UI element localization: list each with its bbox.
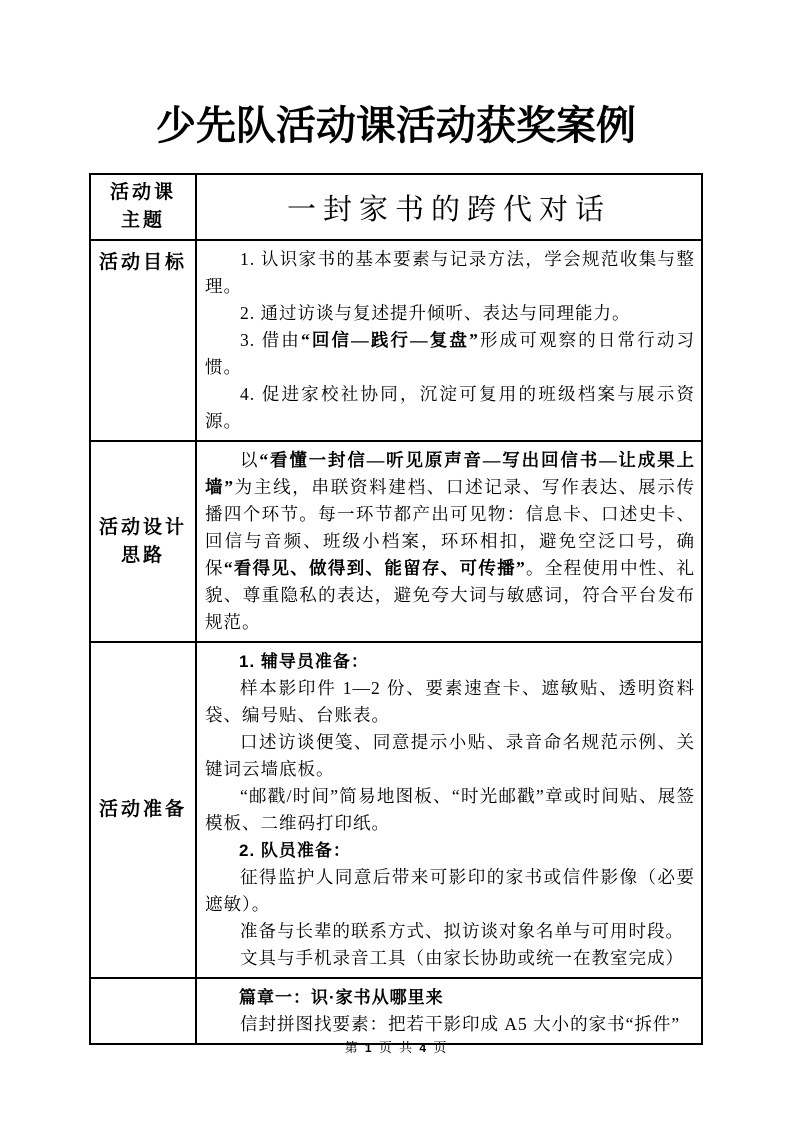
table-row-prep [90,642,702,978]
row-label-goals: 活动目标 [90,240,196,441]
page-title: 少先队活动课活动获奖案例 [156,103,636,148]
design-content [196,441,702,642]
table-row-theme [90,174,702,240]
footer-middle: 页 共 [373,1040,420,1055]
row-label-design [90,441,196,642]
goal-item-3 [205,327,695,381]
design-seg-3: 。全程使用中性、礼貌、尊重隐私的表达，避免夸大词与敏感词，符合平台发布规范。 [205,558,696,632]
goal-item-4: 4. 促进家校社协同，沉淀可复用的班级档案与展示资源。 [205,384,695,431]
goal-item-3-post: 形成可观察的日常行动习惯。 [205,330,696,377]
chapter-content [196,978,702,1044]
row-label-empty [90,978,196,1044]
goal-item-3-bold: “回信—践行—复盘” [300,330,479,350]
page-footer [0,1037,793,1056]
goal-item-1: 1. 认识家书的基本要素与记录方法，学会规范收集与整理。 [205,249,695,296]
table-row-design [90,441,702,642]
prep-content [196,642,702,978]
prep-heading-counselor: 1. 辅导员准备： [239,652,369,671]
table-row-chapter [90,978,702,1044]
footer-prefix: 第 [344,1040,365,1055]
theme-title: 一封家书的跨代对话 [196,174,702,240]
chapter-heading: 篇章一：识·家书从哪里来 [239,988,444,1007]
case-table [89,173,703,1045]
prep-item: “邮戳/时间”简易地图板、“时光邮戳”章或时间贴、展签模板、二维码打印纸。 [205,786,695,833]
row-label-prep: 活动准备 [90,642,196,978]
design-seg-2: 为主线，串联资料建档、口述记录、写作表达、展示传播四个环节。每一环节都产出可见物：信息卡、口述史卡、回信与音频、班级小档案，环环相扣，避免空泛口号，确保 [205,477,696,578]
prep-item: 文具与手机录音工具（由家长协助或统一在教室完成） [240,948,684,968]
row-label-theme-line1: 活动课 [109,182,176,203]
design-paragraph [205,447,695,636]
prep-heading-members: 2. 队员准备： [239,841,351,860]
footer-total-pages: 4 [419,1041,429,1055]
goal-item-2: 2. 通过访谈与复述提升倾听、表达与同理能力。 [240,303,631,323]
prep-item: 口述访谈便笺、同意提示小贴、录音命名规范示例、关键词云墙底板。 [205,732,695,779]
prep-item: 样本影印件 1—2 份、要素速查卡、遮敏贴、透明资料袋、编号贴、台账表。 [205,678,695,725]
goal-item-3-pre: 3. 借由 [240,330,301,350]
row-label-theme-line2: 主题 [120,210,165,231]
row-label-theme [90,174,196,240]
goals-content [196,240,702,441]
design-bold-2: “看得见、做得到、能留存、可传播” [223,558,526,578]
prep-item: 准备与长辈的联系方式、拟访谈对象名单与可用时段。 [240,921,684,941]
design-seg-1: 以 [240,450,260,470]
footer-suffix: 页 [428,1040,449,1055]
chapter-paragraph: 信封拼图找要素：把若干影印成 A5 大小的家书“拆件” [240,1014,681,1034]
row-label-design-line2: 思路 [120,544,165,566]
design-bold-1: “看懂一封信—听见原声音—写出回信书—让成果上墙” [205,450,695,497]
footer-page-number: 1 [364,1041,374,1055]
table-row-goals [90,240,702,441]
prep-item: 征得监护人同意后带来可影印的家书或信件影像（必要遮敏）。 [205,867,695,914]
row-label-design-line1: 活动设计 [98,516,187,538]
